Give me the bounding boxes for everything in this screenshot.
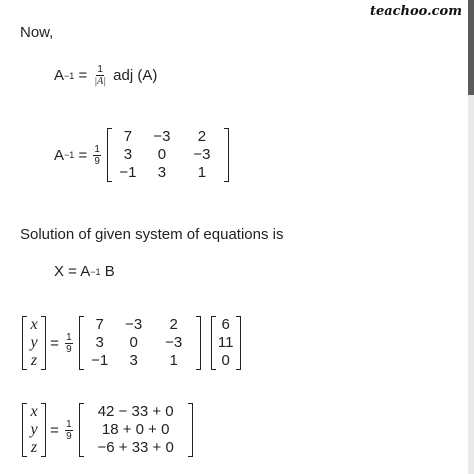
matrix-cell: −3 [153, 128, 171, 145]
fraction-numerator: 1 [94, 143, 100, 155]
matrix-cell: −1 [91, 352, 109, 369]
one-ninth-fraction [65, 332, 73, 355]
matrix-cell: 1 [197, 164, 207, 181]
inverse-exponent: −1 [90, 266, 101, 277]
teachoo-logo: teachoo.com [369, 4, 462, 19]
one-ninth-fraction [65, 419, 73, 442]
inverse-exponent: −1 [64, 70, 75, 81]
matrix-cell: −3 [125, 316, 143, 333]
variable-z: z [30, 439, 38, 456]
matrix-cell: 3 [123, 146, 133, 163]
matrix-cell: 0 [157, 146, 167, 163]
matrix-cell: 1 [169, 352, 178, 369]
variable-y: y [30, 421, 38, 438]
adjoint-matrix [107, 128, 229, 182]
inverse-symbol: A [54, 146, 65, 164]
inverse-value-equation [54, 128, 229, 182]
matrix-cell: −1 [119, 164, 137, 181]
equals-sign: = [46, 334, 64, 352]
x-equals-text: X = A [54, 263, 91, 280]
fraction-denominator: 9 [66, 343, 72, 355]
solution-heading: Solution of given system of equations is [20, 226, 284, 243]
expanded-cell: −6 + 33 + 0 [97, 439, 174, 456]
b-cell: 11 [217, 334, 234, 351]
equals-sign: = [74, 146, 92, 164]
one-ninth-fraction [93, 144, 101, 167]
matrix-cell: 3 [157, 164, 167, 181]
equals-sign: = [74, 67, 92, 84]
matrix-cell: 3 [95, 334, 104, 351]
one-over-det-fraction [93, 64, 107, 87]
matrix-cell: 2 [169, 316, 178, 333]
variable-vector [22, 403, 46, 457]
matrix-cell: 0 [129, 334, 138, 351]
x-equals-line [54, 263, 115, 280]
variable-vector [22, 316, 46, 370]
expanded-vector [79, 403, 193, 457]
inverse-formula [54, 64, 157, 87]
variable-x: x [30, 316, 38, 333]
fraction-denominator: 9 [66, 430, 72, 442]
matrix-cell: 3 [129, 352, 138, 369]
adj-text: adj (A) [109, 67, 158, 84]
fraction-numerator: 1 [97, 64, 103, 75]
fraction-denominator: 9 [94, 155, 100, 167]
b-vector [211, 316, 241, 370]
matrix-cell: −3 [193, 146, 211, 163]
fraction-numerator: 1 [66, 331, 72, 343]
b-cell: 0 [221, 352, 230, 369]
matrix-cell: 7 [95, 316, 104, 333]
expanded-equation [22, 403, 193, 457]
now-label: Now, [20, 24, 54, 41]
inverse-symbol: A [54, 67, 65, 84]
adjoint-matrix [79, 316, 201, 370]
expanded-cell: 18 + 0 + 0 [101, 421, 170, 438]
inverse-exponent: −1 [64, 150, 75, 160]
fraction-numerator: 1 [66, 418, 72, 430]
system-matrix-equation [22, 316, 241, 370]
variable-y: y [30, 334, 38, 351]
expanded-cell: 42 − 33 + 0 [97, 403, 174, 420]
matrix-cell: −3 [165, 334, 183, 351]
variable-z: z [30, 352, 38, 369]
fraction-denominator: |A| [94, 76, 106, 87]
equals-sign: = [46, 421, 64, 439]
matrix-cell: 2 [197, 128, 207, 145]
b-cell: 6 [221, 316, 230, 333]
matrix-cell: 7 [123, 128, 133, 145]
variable-x: x [30, 403, 38, 420]
b-text: B [100, 263, 115, 280]
scrollbar-thumb[interactable] [468, 0, 474, 95]
